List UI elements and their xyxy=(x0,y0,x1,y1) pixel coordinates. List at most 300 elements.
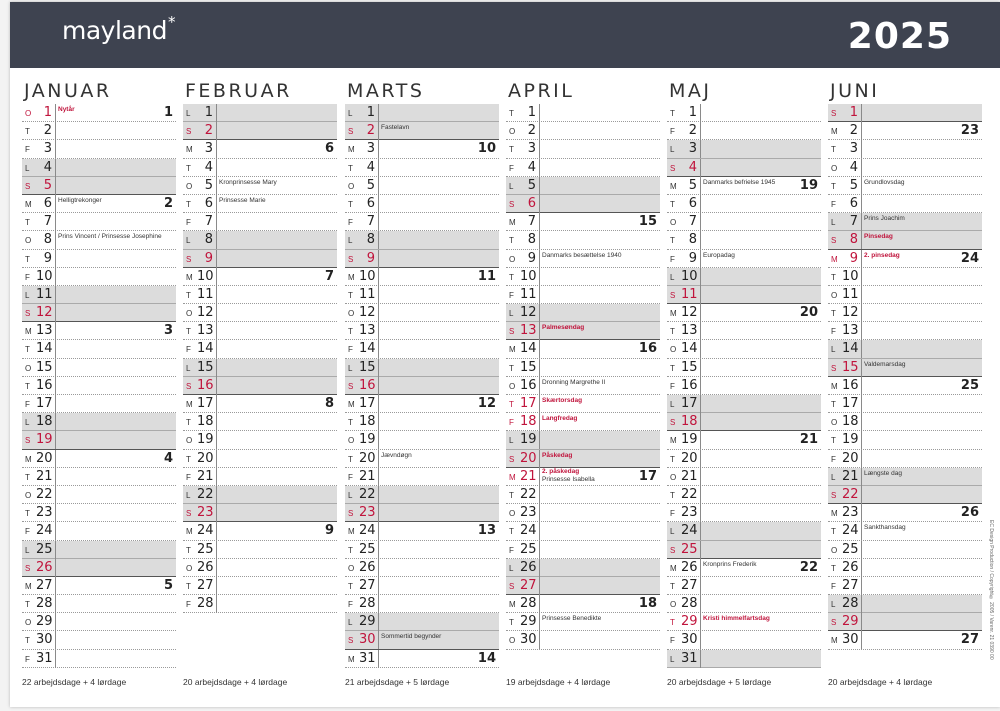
day-number: 1 xyxy=(688,105,697,120)
week-number: 14 xyxy=(477,650,496,666)
weekday-letter: F xyxy=(186,345,191,355)
day-row[interactable] xyxy=(667,468,821,486)
day-divider xyxy=(700,359,701,377)
day-row[interactable] xyxy=(22,359,176,377)
day-row[interactable] xyxy=(667,431,821,449)
day-row[interactable] xyxy=(667,213,821,231)
day-row[interactable] xyxy=(345,631,499,649)
day-divider xyxy=(861,631,862,649)
weekday-letter: L xyxy=(509,563,514,573)
week-number: 24 xyxy=(960,250,979,266)
weekday-letter: T xyxy=(670,581,675,591)
day-row[interactable] xyxy=(22,140,176,158)
day-number: 26 xyxy=(36,559,53,575)
day-row[interactable] xyxy=(828,613,982,631)
day-divider xyxy=(378,377,379,395)
day-row[interactable] xyxy=(345,431,499,449)
day-row[interactable] xyxy=(345,486,499,504)
weekday-letter: O xyxy=(186,563,193,573)
day-row[interactable] xyxy=(506,268,660,286)
day-note: Pinsedag xyxy=(864,233,893,241)
weekday-letter: L xyxy=(348,236,353,246)
day-number: 24 xyxy=(359,523,376,539)
day-row[interactable] xyxy=(506,140,660,158)
day-divider xyxy=(700,486,701,504)
day-row[interactable] xyxy=(345,541,499,559)
day-row[interactable] xyxy=(183,213,337,231)
day-row[interactable] xyxy=(667,486,821,504)
day-row[interactable] xyxy=(828,122,982,140)
day-number: 22 xyxy=(520,486,537,502)
day-row[interactable] xyxy=(345,268,499,286)
day-number: 15 xyxy=(197,359,214,375)
day-row[interactable] xyxy=(506,340,660,358)
day-row[interactable] xyxy=(828,195,982,213)
day-row[interactable] xyxy=(22,159,176,177)
day-row[interactable] xyxy=(667,286,821,304)
day-row[interactable] xyxy=(828,340,982,358)
day-divider xyxy=(378,304,379,322)
day-row[interactable] xyxy=(828,504,982,522)
day-row[interactable] xyxy=(22,486,176,504)
day-row[interactable] xyxy=(506,250,660,268)
weekday-letter: T xyxy=(509,272,514,282)
week-number: 3 xyxy=(163,323,173,339)
day-row[interactable] xyxy=(22,304,176,322)
day-row[interactable] xyxy=(345,213,499,231)
weekday-letter: T xyxy=(186,454,191,464)
day-divider xyxy=(55,450,56,468)
day-row[interactable] xyxy=(22,631,176,649)
day-row[interactable] xyxy=(183,504,337,522)
day-row[interactable] xyxy=(183,359,337,377)
day-row[interactable] xyxy=(22,595,176,613)
day-row[interactable] xyxy=(183,268,337,286)
day-row[interactable] xyxy=(22,559,176,577)
day-row[interactable] xyxy=(22,522,176,540)
day-row[interactable] xyxy=(506,359,660,377)
day-row[interactable] xyxy=(183,177,337,195)
weekday-letter: M xyxy=(348,527,355,537)
day-row[interactable] xyxy=(22,577,176,595)
day-row[interactable] xyxy=(345,250,499,268)
day-row[interactable] xyxy=(667,304,821,322)
day-number: 23 xyxy=(520,505,537,521)
day-row[interactable] xyxy=(183,340,337,358)
day-divider xyxy=(55,304,56,322)
day-row[interactable] xyxy=(506,504,660,522)
day-row[interactable] xyxy=(345,159,499,177)
day-divider xyxy=(539,213,540,231)
day-number: 5 xyxy=(366,177,375,193)
day-row[interactable] xyxy=(345,413,499,431)
weekday-letter: O xyxy=(348,563,355,573)
day-row[interactable] xyxy=(828,431,982,449)
day-row[interactable] xyxy=(828,541,982,559)
day-row[interactable] xyxy=(22,340,176,358)
day-row[interactable] xyxy=(506,377,660,395)
day-divider xyxy=(700,340,701,358)
day-number: 3 xyxy=(204,141,213,157)
day-divider xyxy=(378,450,379,468)
day-row[interactable] xyxy=(667,395,821,413)
weekday-letter: M xyxy=(670,436,677,446)
day-row[interactable] xyxy=(667,268,821,286)
day-divider xyxy=(700,195,701,213)
day-row[interactable] xyxy=(667,577,821,595)
day-row[interactable] xyxy=(183,468,337,486)
day-row[interactable] xyxy=(345,650,499,668)
day-row[interactable] xyxy=(183,322,337,340)
day-row[interactable] xyxy=(183,195,337,213)
day-row[interactable] xyxy=(506,231,660,249)
day-note: Kronprins Frederik xyxy=(703,560,757,568)
day-divider xyxy=(861,286,862,304)
day-row[interactable] xyxy=(183,395,337,413)
day-row[interactable] xyxy=(183,122,337,140)
day-row[interactable] xyxy=(828,213,982,231)
day-row[interactable] xyxy=(345,140,499,158)
weekday-letter: T xyxy=(831,527,836,537)
weekday-letter: T xyxy=(509,527,514,537)
day-row[interactable] xyxy=(667,140,821,158)
day-row[interactable] xyxy=(183,431,337,449)
day-divider xyxy=(539,595,540,613)
day-row[interactable] xyxy=(506,431,660,449)
day-row[interactable] xyxy=(345,195,499,213)
day-row[interactable] xyxy=(183,522,337,540)
day-row[interactable] xyxy=(506,304,660,322)
weekday-letter: M xyxy=(831,127,838,137)
day-row[interactable] xyxy=(828,104,982,122)
day-row[interactable] xyxy=(828,304,982,322)
day-row[interactable] xyxy=(506,104,660,122)
day-row[interactable] xyxy=(183,559,337,577)
day-number: 16 xyxy=(197,377,214,393)
day-row[interactable] xyxy=(22,613,176,631)
month-name: APRIL xyxy=(508,80,575,102)
day-row[interactable] xyxy=(22,450,176,468)
day-row[interactable] xyxy=(667,504,821,522)
day-row[interactable] xyxy=(345,122,499,140)
day-divider xyxy=(216,104,217,122)
day-divider xyxy=(539,177,540,195)
day-row[interactable] xyxy=(828,322,982,340)
day-row[interactable] xyxy=(506,595,660,613)
day-row[interactable] xyxy=(667,250,821,268)
day-row[interactable] xyxy=(828,413,982,431)
day-row[interactable] xyxy=(828,231,982,249)
day-row[interactable] xyxy=(506,395,660,413)
day-row[interactable] xyxy=(828,468,982,486)
day-row[interactable] xyxy=(667,340,821,358)
day-row[interactable] xyxy=(345,304,499,322)
month-column xyxy=(183,80,337,613)
day-row[interactable] xyxy=(345,231,499,249)
day-row[interactable] xyxy=(183,104,337,122)
day-row[interactable] xyxy=(345,613,499,631)
day-row[interactable] xyxy=(345,522,499,540)
day-row[interactable] xyxy=(345,322,499,340)
day-row[interactable] xyxy=(183,486,337,504)
day-row[interactable] xyxy=(183,159,337,177)
day-divider xyxy=(216,304,217,322)
day-row[interactable] xyxy=(506,213,660,231)
week-number: 11 xyxy=(477,268,496,284)
week-number: 17 xyxy=(638,468,657,484)
day-row[interactable] xyxy=(183,231,337,249)
day-row[interactable] xyxy=(506,541,660,559)
month-footer: 20 arbejdsdage + 5 lørdage xyxy=(667,677,772,687)
day-row[interactable] xyxy=(183,377,337,395)
day-row[interactable] xyxy=(667,613,821,631)
day-row[interactable] xyxy=(667,650,821,668)
day-row[interactable] xyxy=(183,286,337,304)
weekday-letter: S xyxy=(509,327,515,337)
day-row[interactable] xyxy=(183,140,337,158)
day-row[interactable] xyxy=(506,486,660,504)
day-row[interactable] xyxy=(506,177,660,195)
day-divider xyxy=(861,322,862,340)
day-row[interactable] xyxy=(22,322,176,340)
day-number: 17 xyxy=(197,396,214,411)
day-row[interactable] xyxy=(828,286,982,304)
day-row[interactable] xyxy=(506,195,660,213)
day-divider xyxy=(700,159,701,177)
day-row[interactable] xyxy=(667,359,821,377)
day-number: 5 xyxy=(688,177,697,193)
day-row[interactable] xyxy=(345,359,499,377)
day-number: 27 xyxy=(359,577,376,593)
day-divider xyxy=(378,541,379,559)
day-number: 18 xyxy=(681,414,698,430)
day-row[interactable] xyxy=(22,286,176,304)
day-row[interactable] xyxy=(183,577,337,595)
day-number: 29 xyxy=(520,614,537,630)
day-row[interactable] xyxy=(183,541,337,559)
weekday-letter: O xyxy=(831,163,838,173)
day-number: 13 xyxy=(520,323,537,339)
weekday-letter: T xyxy=(25,636,30,646)
day-divider xyxy=(539,468,540,486)
weekday-letter: L xyxy=(670,654,675,664)
weekday-letter: F xyxy=(509,163,514,173)
week-number: 6 xyxy=(324,141,334,157)
day-row[interactable] xyxy=(183,250,337,268)
day-divider xyxy=(55,377,56,395)
day-row[interactable] xyxy=(828,159,982,177)
day-row[interactable] xyxy=(828,577,982,595)
day-row[interactable] xyxy=(667,522,821,540)
day-row[interactable] xyxy=(667,195,821,213)
day-row[interactable] xyxy=(828,359,982,377)
day-row[interactable] xyxy=(506,122,660,140)
day-number: 5 xyxy=(527,177,536,193)
day-number: 19 xyxy=(359,432,376,448)
day-row[interactable] xyxy=(345,395,499,413)
day-row[interactable] xyxy=(345,104,499,122)
day-row[interactable] xyxy=(22,104,176,122)
day-row[interactable] xyxy=(22,650,176,668)
month-footer: 20 arbejdsdage + 4 lørdage xyxy=(183,677,288,687)
weekday-letter: F xyxy=(670,127,675,137)
day-row[interactable] xyxy=(828,250,982,268)
day-row[interactable] xyxy=(667,159,821,177)
day-row[interactable] xyxy=(667,377,821,395)
day-number: 1 xyxy=(366,105,375,120)
day-number: 21 xyxy=(197,468,214,484)
day-row[interactable] xyxy=(345,468,499,486)
day-row[interactable] xyxy=(22,541,176,559)
day-row[interactable] xyxy=(828,559,982,577)
weekday-letter: L xyxy=(509,181,514,191)
day-row[interactable] xyxy=(828,522,982,540)
weekday-letter: F xyxy=(670,254,675,264)
day-row[interactable] xyxy=(345,450,499,468)
day-row[interactable] xyxy=(345,559,499,577)
day-divider xyxy=(55,395,56,413)
day-note: Palmesøndag xyxy=(542,324,585,332)
day-row[interactable] xyxy=(22,468,176,486)
day-number: 5 xyxy=(204,177,213,193)
day-row[interactable] xyxy=(345,177,499,195)
day-row[interactable] xyxy=(828,177,982,195)
day-row[interactable] xyxy=(667,322,821,340)
day-divider xyxy=(378,468,379,486)
weekday-letter: O xyxy=(348,436,355,446)
day-row[interactable] xyxy=(183,413,337,431)
day-row[interactable] xyxy=(828,486,982,504)
day-divider xyxy=(216,377,217,395)
month-column xyxy=(828,80,982,650)
day-row[interactable] xyxy=(828,631,982,649)
day-divider xyxy=(216,504,217,522)
day-number: 19 xyxy=(842,432,859,448)
day-row[interactable] xyxy=(828,595,982,613)
day-row[interactable] xyxy=(506,286,660,304)
day-row[interactable] xyxy=(22,231,176,249)
day-row[interactable] xyxy=(183,595,337,613)
month-name: JUNI xyxy=(830,80,880,102)
weekday-letter: T xyxy=(670,236,675,246)
weekday-letter: M xyxy=(25,199,32,209)
day-number: 1 xyxy=(849,105,858,120)
day-number: 8 xyxy=(204,232,213,248)
day-row[interactable] xyxy=(345,577,499,595)
day-row[interactable] xyxy=(22,195,176,213)
day-divider xyxy=(700,413,701,431)
day-number: 8 xyxy=(527,232,536,248)
weekday-letter: O xyxy=(25,618,32,628)
day-row[interactable] xyxy=(506,559,660,577)
weekday-letter: F xyxy=(348,600,353,610)
day-row[interactable] xyxy=(22,122,176,140)
week-number: 7 xyxy=(324,268,334,284)
day-row[interactable] xyxy=(506,413,660,431)
day-row[interactable] xyxy=(22,213,176,231)
day-row[interactable] xyxy=(506,450,660,468)
day-row[interactable] xyxy=(22,431,176,449)
weekday-letter: T xyxy=(831,563,836,573)
day-row[interactable] xyxy=(506,522,660,540)
day-row[interactable] xyxy=(667,450,821,468)
day-row[interactable] xyxy=(667,122,821,140)
weekday-letter: F xyxy=(670,509,675,519)
weekday-letter: L xyxy=(670,400,675,409)
day-row[interactable] xyxy=(828,140,982,158)
day-row[interactable] xyxy=(828,450,982,468)
day-row[interactable] xyxy=(345,286,499,304)
day-row[interactable] xyxy=(22,177,176,195)
day-row[interactable] xyxy=(506,468,660,486)
day-divider xyxy=(216,268,217,286)
day-number: 15 xyxy=(36,359,53,375)
day-row[interactable] xyxy=(828,395,982,413)
day-row[interactable] xyxy=(667,559,821,577)
day-note: Prins Joachim xyxy=(864,215,905,223)
day-divider xyxy=(861,595,862,613)
day-row[interactable] xyxy=(22,413,176,431)
day-row[interactable] xyxy=(345,504,499,522)
day-number: 16 xyxy=(842,377,859,393)
day-row[interactable] xyxy=(345,595,499,613)
day-row[interactable] xyxy=(22,504,176,522)
day-number: 20 xyxy=(842,450,859,466)
weekday-letter: S xyxy=(831,618,837,628)
day-number: 20 xyxy=(197,450,214,466)
day-number: 28 xyxy=(197,596,214,612)
day-row[interactable] xyxy=(183,304,337,322)
weekday-letter: F xyxy=(831,327,836,337)
day-row[interactable] xyxy=(345,377,499,395)
day-row[interactable] xyxy=(506,613,660,631)
weekday-letter: L xyxy=(186,109,191,118)
day-divider xyxy=(55,250,56,268)
day-row[interactable] xyxy=(506,631,660,649)
day-row[interactable] xyxy=(667,177,821,195)
week-number: 26 xyxy=(960,505,979,521)
day-row[interactable] xyxy=(22,250,176,268)
day-row[interactable] xyxy=(667,231,821,249)
weekday-letter: M xyxy=(186,145,193,155)
day-divider xyxy=(378,631,379,649)
weekday-letter: S xyxy=(509,454,515,464)
day-row[interactable] xyxy=(667,413,821,431)
weekday-letter: M xyxy=(670,563,677,573)
day-number: 7 xyxy=(43,214,52,230)
day-row[interactable] xyxy=(828,377,982,395)
weekday-letter: T xyxy=(25,600,30,610)
week-number: 8 xyxy=(324,396,334,411)
day-row[interactable] xyxy=(506,577,660,595)
day-row[interactable] xyxy=(667,595,821,613)
day-row[interactable] xyxy=(22,395,176,413)
day-row[interactable] xyxy=(667,541,821,559)
day-row[interactable] xyxy=(183,450,337,468)
day-row[interactable] xyxy=(667,631,821,649)
day-row[interactable] xyxy=(345,340,499,358)
day-row[interactable] xyxy=(22,268,176,286)
day-row[interactable] xyxy=(667,104,821,122)
calendar-header xyxy=(10,2,1000,68)
day-row[interactable] xyxy=(506,159,660,177)
day-row[interactable] xyxy=(22,377,176,395)
day-row[interactable] xyxy=(506,322,660,340)
day-number: 17 xyxy=(520,396,537,411)
weekday-letter: F xyxy=(831,581,836,591)
weekday-letter: T xyxy=(348,199,353,209)
day-row[interactable] xyxy=(828,268,982,286)
